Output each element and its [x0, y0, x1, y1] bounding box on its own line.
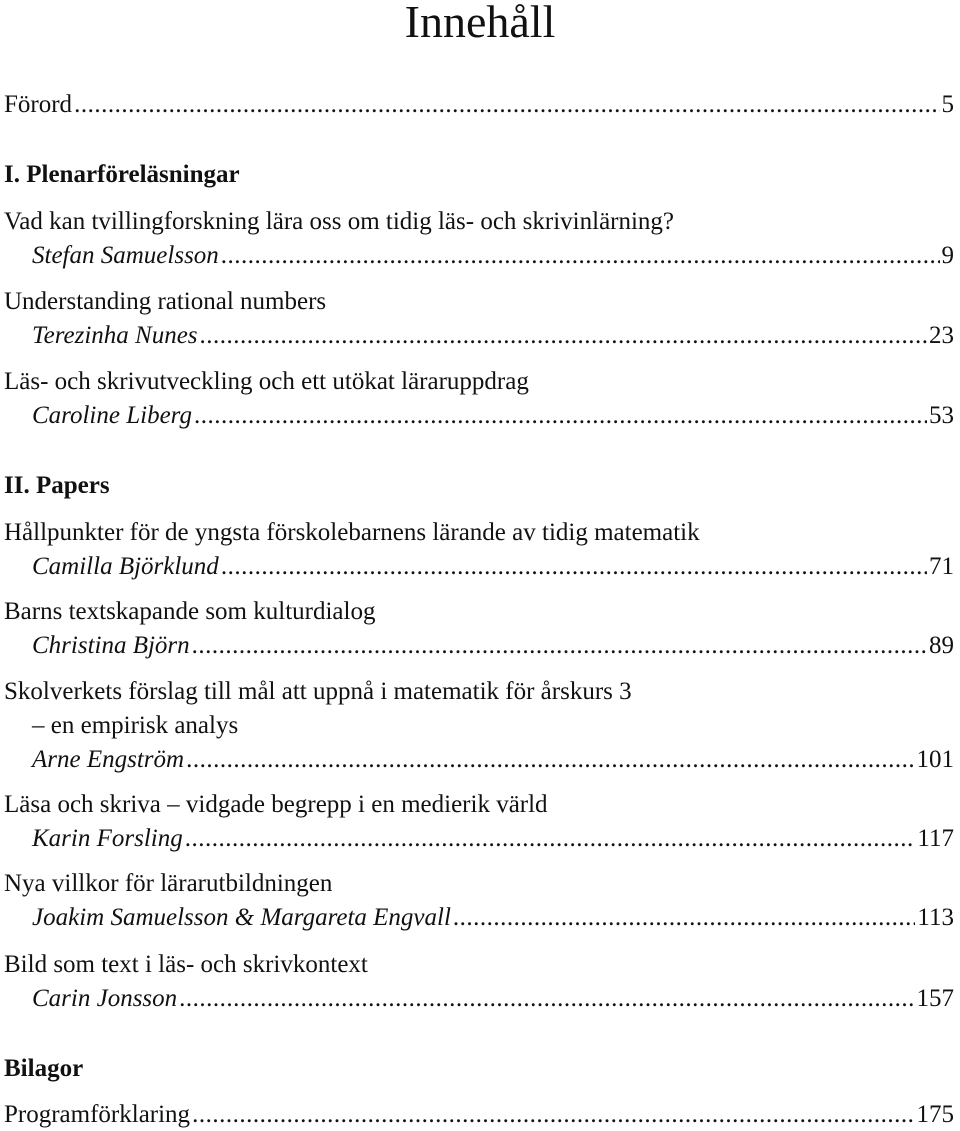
dot-leader	[192, 631, 927, 661]
chapter-author: Terezinha Nunes	[32, 322, 198, 349]
dot-leader	[221, 552, 927, 582]
page-number: 23	[929, 322, 954, 349]
dot-leader	[453, 903, 916, 933]
section-heading-papers: II. Papers	[4, 472, 110, 499]
chapter-title[interactable]: Läsa och skriva – vidgade begrepp i en medierik värld	[4, 791, 548, 818]
toc-entry[interactable]	[4, 903, 954, 933]
chapter-title[interactable]: Hållpunkter för de yngsta förskolebarnens lärande av tidig matematik	[4, 519, 700, 546]
section-heading-plenary: I. Plenarföreläsningar	[4, 161, 240, 188]
page-number: 9	[941, 242, 954, 269]
page-number: 157	[916, 985, 954, 1012]
page-number: 113	[917, 904, 954, 931]
toc-entry[interactable]	[4, 1100, 954, 1130]
dot-leader	[194, 401, 927, 431]
chapter-title[interactable]: Läs- och skrivutveckling och ett utökat läraruppdrag	[4, 368, 529, 395]
chapter-author: Carin Jonsson	[32, 985, 178, 1012]
toc-entry[interactable]	[4, 321, 954, 351]
dot-leader	[192, 1100, 914, 1130]
dot-leader	[186, 745, 914, 775]
page-number: 175	[916, 1101, 954, 1128]
chapter-author: Camilla Björklund	[32, 553, 219, 580]
chapter-author: Caroline Liberg	[32, 402, 192, 429]
page-title: Innehåll	[404, 0, 556, 47]
toc-entry[interactable]	[4, 984, 954, 1014]
chapter-author: Joakim Samuelsson & Margareta Engvall	[32, 904, 451, 931]
chapter-author: Stefan Samuelsson	[32, 242, 219, 269]
dot-leader	[185, 824, 916, 854]
chapter-author: Karin Forsling	[32, 825, 183, 852]
chapter-title: Programförklaring	[4, 1101, 191, 1128]
toc-entry[interactable]	[4, 401, 954, 431]
chapter-title[interactable]: Bild som text i läs- och skrivkontext	[4, 951, 368, 978]
chapter-title-continuation[interactable]: – en empirisk analys	[32, 712, 239, 739]
chapter-author: Christina Björn	[32, 632, 190, 659]
page-number: 53	[929, 402, 954, 429]
chapter-title[interactable]: Skolverkets förslag till mål att uppnå i matematik för årskurs 3	[4, 678, 632, 705]
chapter-title[interactable]: Understanding rational numbers	[4, 288, 327, 315]
page-number: 71	[929, 553, 954, 580]
toc-entry[interactable]	[4, 745, 954, 775]
chapter-title[interactable]: Vad kan tvillingforskning lära oss om tidig läs- och skrivinlärning?	[4, 208, 675, 235]
toc-entry-foreword[interactable]	[4, 90, 954, 120]
page-number: 101	[916, 746, 954, 773]
chapter-title[interactable]: Nya villkor för lärarutbildningen	[4, 870, 333, 897]
chapter-author: Arne Engström	[32, 746, 185, 773]
toc-entry-label: Förord	[4, 91, 73, 118]
toc-entry[interactable]	[4, 824, 954, 854]
chapter-title[interactable]: Barns textskapande som kulturdialog	[4, 598, 376, 625]
page-number: 117	[917, 825, 954, 852]
dot-leader	[74, 90, 939, 120]
dot-leader	[179, 984, 914, 1014]
page-number: 89	[929, 632, 954, 659]
dot-leader	[200, 321, 927, 351]
section-heading-appendices: Bilagor	[4, 1055, 84, 1082]
toc-entry[interactable]	[4, 552, 954, 582]
dot-leader	[221, 241, 940, 271]
page-number: 5	[941, 91, 954, 118]
toc-entry[interactable]	[4, 241, 954, 271]
toc-entry[interactable]	[4, 631, 954, 661]
